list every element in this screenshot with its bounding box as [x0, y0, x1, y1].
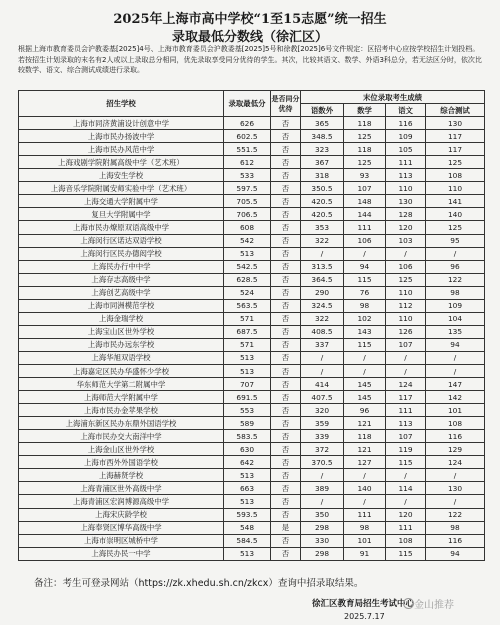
- header-last-admitted-group: 末位录取考生成绩: [301, 91, 485, 104]
- score-cme: 414: [301, 378, 344, 391]
- score-cme: 420.5: [301, 195, 344, 208]
- score-cme: 365: [301, 117, 344, 130]
- score-comprehensive: 98: [426, 286, 485, 299]
- score-math: 115: [344, 273, 386, 286]
- table-row: [19, 325, 485, 338]
- min-score: 583.5: [224, 430, 271, 443]
- score-math: 143: [344, 325, 386, 338]
- priority-flag: 否: [271, 364, 301, 377]
- priority-flag: 否: [271, 378, 301, 391]
- school-name: 上海宋庆龄学校: [19, 508, 224, 521]
- min-score: 513: [224, 364, 271, 377]
- min-score: 513: [224, 547, 271, 560]
- table-row: [19, 482, 485, 495]
- min-score: 553: [224, 404, 271, 417]
- score-math: 102: [344, 312, 386, 325]
- header-math: 数学: [344, 104, 386, 117]
- notice-paragraph: 根据上海市教育委员会沪教委基[2025]4号、上海市教育委员会沪教委基[2025]5号和徐教[2025]6号文件规定：区招考中心应按学校招生计划投档。若按招生计划录取的末名有2人或以上录取总分相同，优先录取享受同分优待的学生。其次，比较其语文、数学、外语3科总分，若无法区分时，依次比较数学、语文、综合测试成绩进行录取。: [18, 45, 482, 75]
- min-score: 589: [224, 417, 271, 430]
- priority-flag: 否: [271, 482, 301, 495]
- school-name: 上海青浦区世外高级中学: [19, 482, 224, 495]
- score-math: 127: [344, 456, 386, 469]
- priority-flag: 否: [271, 417, 301, 430]
- score-math: 121: [344, 443, 386, 456]
- min-score: 542: [224, 234, 271, 247]
- score-cme: 337: [301, 338, 344, 351]
- min-score: 571: [224, 312, 271, 325]
- score-comprehensive: 129: [426, 443, 485, 456]
- school-name: 上海市民办燎原双语高级中学: [19, 221, 224, 234]
- issuer-name: 徐汇区教育局招生考试中心: [312, 599, 415, 609]
- score-comprehensive: /: [426, 351, 485, 364]
- priority-flag: 否: [271, 547, 301, 560]
- school-name: 上海青浦区宏润博源高级中学: [19, 495, 224, 508]
- score-comprehensive: 130: [426, 482, 485, 495]
- priority-flag: 否: [271, 391, 301, 404]
- school-name: 华东师范大学第二附属中学: [19, 378, 224, 391]
- admission-table: [18, 90, 485, 561]
- table-row: [19, 404, 485, 417]
- priority-flag: 否: [271, 299, 301, 312]
- min-score: 542.5: [224, 260, 271, 273]
- table-row: [19, 338, 485, 351]
- school-name: 上海戏剧学院附属高级中学（艺术班）: [19, 156, 224, 169]
- score-math: 111: [344, 221, 386, 234]
- school-name: 上海市民办风范中学: [19, 143, 224, 156]
- table-row: [19, 508, 485, 521]
- score-chinese: 115: [386, 456, 426, 469]
- min-score: 691.5: [224, 391, 271, 404]
- score-cme: 320: [301, 404, 344, 417]
- school-name: 上海奉贤区博华高级中学: [19, 521, 224, 534]
- table-row: [19, 364, 485, 377]
- table-row: [19, 443, 485, 456]
- score-comprehensive: 124: [426, 456, 485, 469]
- school-name: 上海市民办金苹果学校: [19, 404, 224, 417]
- score-comprehensive: 142: [426, 391, 485, 404]
- score-cme: /: [301, 364, 344, 377]
- priority-flag: 否: [271, 456, 301, 469]
- min-score: 602.5: [224, 130, 271, 143]
- table-row: [19, 391, 485, 404]
- score-math: /: [344, 364, 386, 377]
- table-row: [19, 234, 485, 247]
- score-comprehensive: 109: [426, 299, 485, 312]
- score-math: /: [344, 247, 386, 260]
- score-comprehensive: /: [426, 495, 485, 508]
- watermark-logo-icon: [403, 598, 414, 609]
- score-math: 118: [344, 430, 386, 443]
- score-chinese: 110: [386, 182, 426, 195]
- priority-flag: 否: [271, 221, 301, 234]
- issue-date: 2025.7.17: [344, 612, 385, 621]
- min-score: 626: [224, 117, 271, 130]
- table-row: [19, 195, 485, 208]
- score-math: 140: [344, 482, 386, 495]
- score-math: /: [344, 495, 386, 508]
- score-comprehensive: 141: [426, 195, 485, 208]
- score-cme: 367: [301, 156, 344, 169]
- score-chinese: /: [386, 351, 426, 364]
- score-math: 93: [344, 169, 386, 182]
- priority-flag: 是: [271, 521, 301, 534]
- score-cme: 359: [301, 417, 344, 430]
- min-score: 687.5: [224, 325, 271, 338]
- min-score: 524: [224, 286, 271, 299]
- min-score: 513: [224, 469, 271, 482]
- score-chinese: 111: [386, 521, 426, 534]
- table-row: [19, 169, 485, 182]
- score-math: 101: [344, 534, 386, 547]
- priority-flag: 否: [271, 130, 301, 143]
- score-comprehensive: /: [426, 469, 485, 482]
- school-name: 上海嘉定区民办华盛怀少学校: [19, 364, 224, 377]
- score-math: 91: [344, 547, 386, 560]
- header-school: 招生学校: [19, 91, 224, 117]
- table-row: [19, 221, 485, 234]
- score-chinese: /: [386, 469, 426, 482]
- score-chinese: 105: [386, 143, 426, 156]
- page-subtitle: 录取最低分数线（徐汇区）: [171, 30, 328, 45]
- score-chinese: /: [386, 495, 426, 508]
- table-row: [19, 247, 485, 260]
- priority-flag: 否: [271, 169, 301, 182]
- priority-flag: 否: [271, 182, 301, 195]
- school-name: 上海民办行中中学: [19, 260, 224, 273]
- min-score: 707: [224, 378, 271, 391]
- min-score: 593.5: [224, 508, 271, 521]
- priority-flag: 否: [271, 469, 301, 482]
- score-cme: 290: [301, 286, 344, 299]
- min-score: 705.5: [224, 195, 271, 208]
- score-cme: /: [301, 469, 344, 482]
- score-comprehensive: 135: [426, 325, 485, 338]
- score-chinese: 112: [386, 299, 426, 312]
- header-priority: 是否同分优待: [271, 91, 301, 117]
- priority-flag: 否: [271, 195, 301, 208]
- priority-flag: 否: [271, 208, 301, 221]
- score-math: 118: [344, 143, 386, 156]
- score-chinese: 108: [386, 534, 426, 547]
- priority-flag: 否: [271, 338, 301, 351]
- score-cme: 348.5: [301, 130, 344, 143]
- min-score: 597.5: [224, 182, 271, 195]
- score-comprehensive: /: [426, 247, 485, 260]
- score-chinese: 117: [386, 391, 426, 404]
- score-math: /: [344, 351, 386, 364]
- score-comprehensive: 101: [426, 404, 485, 417]
- score-math: 111: [344, 508, 386, 521]
- school-name: 上海交通大学附属中学: [19, 195, 224, 208]
- table-row: [19, 378, 485, 391]
- remark-note: 备注：考生可登录网站（https://zk.xhedu.sh.cn/zkcx）查询中招录取结果。: [34, 578, 364, 589]
- score-comprehensive: 95: [426, 234, 485, 247]
- score-math: 144: [344, 208, 386, 221]
- priority-flag: 否: [271, 156, 301, 169]
- score-chinese: 114: [386, 482, 426, 495]
- score-cme: /: [301, 495, 344, 508]
- priority-flag: 否: [271, 495, 301, 508]
- score-chinese: /: [386, 247, 426, 260]
- score-cme: 364.5: [301, 273, 344, 286]
- header-chinese-math-english: 语数外: [301, 104, 344, 117]
- score-chinese: 113: [386, 169, 426, 182]
- school-name: 上海市同济黄浦设计创意中学: [19, 117, 224, 130]
- score-math: 76: [344, 286, 386, 299]
- header-chinese: 语文: [386, 104, 426, 117]
- table-row: [19, 260, 485, 273]
- score-comprehensive: 130: [426, 117, 485, 130]
- priority-flag: 否: [271, 234, 301, 247]
- score-math: 94: [344, 260, 386, 273]
- school-name: 上海市西外外国语学校: [19, 456, 224, 469]
- score-comprehensive: 122: [426, 508, 485, 521]
- score-comprehensive: 116: [426, 430, 485, 443]
- score-comprehensive: 117: [426, 143, 485, 156]
- header-comprehensive: 综合测试: [426, 104, 485, 117]
- score-math: 106: [344, 234, 386, 247]
- score-chinese: 115: [386, 547, 426, 560]
- score-cme: 350: [301, 508, 344, 521]
- table-body: [19, 117, 485, 561]
- min-score: 706.5: [224, 208, 271, 221]
- score-comprehensive: 125: [426, 221, 485, 234]
- score-chinese: 128: [386, 208, 426, 221]
- school-name: 上海闵行区诺达双语学校: [19, 234, 224, 247]
- school-name: 上海浦东新区民办东鼎外国语学校: [19, 417, 224, 430]
- score-math: 125: [344, 156, 386, 169]
- score-chinese: 111: [386, 156, 426, 169]
- score-math: 107: [344, 182, 386, 195]
- score-cme: 323: [301, 143, 344, 156]
- score-cme: 318: [301, 169, 344, 182]
- score-comprehensive: 96: [426, 260, 485, 273]
- score-cme: /: [301, 351, 344, 364]
- score-math: 145: [344, 391, 386, 404]
- school-name: 上海创艺高级中学: [19, 286, 224, 299]
- score-cme: 408.5: [301, 325, 344, 338]
- table-row: [19, 547, 485, 560]
- table-row: [19, 299, 485, 312]
- score-cme: 420.5: [301, 208, 344, 221]
- score-math: 118: [344, 117, 386, 130]
- score-chinese: 113: [386, 417, 426, 430]
- score-chinese: 107: [386, 338, 426, 351]
- min-score: 548: [224, 521, 271, 534]
- score-comprehensive: 108: [426, 417, 485, 430]
- min-score: 612: [224, 156, 271, 169]
- min-score: 571: [224, 338, 271, 351]
- school-name: 上海市民办交大南洋中学: [19, 430, 224, 443]
- score-chinese: 110: [386, 312, 426, 325]
- priority-flag: 否: [271, 443, 301, 456]
- score-math: 125: [344, 130, 386, 143]
- score-cme: 298: [301, 547, 344, 560]
- school-name: 上海市同洲模范学校: [19, 299, 224, 312]
- table-row: [19, 469, 485, 482]
- school-name: 上海民办民一中学: [19, 547, 224, 560]
- school-name: 复旦大学附属中学: [19, 208, 224, 221]
- school-name: 上海市崇明区城桥中学: [19, 534, 224, 547]
- min-score: 563.5: [224, 299, 271, 312]
- page-title: 2025年上海市高中学校“1至15志愿”统一招生: [113, 12, 387, 27]
- score-cme: 389: [301, 482, 344, 495]
- score-comprehensive: 117: [426, 130, 485, 143]
- score-cme: 324.5: [301, 299, 344, 312]
- score-cme: 339: [301, 430, 344, 443]
- table-row: [19, 351, 485, 364]
- table-row: [19, 286, 485, 299]
- min-score: 513: [224, 247, 271, 260]
- score-chinese: 126: [386, 325, 426, 338]
- table-row: [19, 521, 485, 534]
- score-comprehensive: 94: [426, 547, 485, 560]
- score-math: /: [344, 469, 386, 482]
- score-cme: /: [301, 247, 344, 260]
- score-chinese: 107: [386, 430, 426, 443]
- min-score: 551.5: [224, 143, 271, 156]
- score-comprehensive: 104: [426, 312, 485, 325]
- priority-flag: 否: [271, 247, 301, 260]
- school-name: 上海市民办扬波中学: [19, 130, 224, 143]
- score-math: 115: [344, 338, 386, 351]
- min-score: 584.5: [224, 534, 271, 547]
- score-cme: 322: [301, 234, 344, 247]
- min-score: 663: [224, 482, 271, 495]
- score-comprehensive: 98: [426, 521, 485, 534]
- priority-flag: 否: [271, 325, 301, 338]
- min-score: 628.5: [224, 273, 271, 286]
- table-row: [19, 456, 485, 469]
- score-comprehensive: /: [426, 364, 485, 377]
- table-row: [19, 208, 485, 221]
- min-score: 533: [224, 169, 271, 182]
- score-chinese: 125: [386, 273, 426, 286]
- school-name: 上海华旭双语学校: [19, 351, 224, 364]
- score-chinese: 110: [386, 286, 426, 299]
- score-chinese: 111: [386, 404, 426, 417]
- priority-flag: 否: [271, 351, 301, 364]
- min-score: 513: [224, 351, 271, 364]
- school-name: 上海市民办远东学校: [19, 338, 224, 351]
- table-row: [19, 182, 485, 195]
- school-name: 上海赫贤学校: [19, 469, 224, 482]
- score-math: 148: [344, 195, 386, 208]
- score-comprehensive: 110: [426, 182, 485, 195]
- header-min-score: 录取最低分: [224, 91, 271, 117]
- table-row: [19, 117, 485, 130]
- score-math: 96: [344, 404, 386, 417]
- score-cme: 322: [301, 312, 344, 325]
- table-row: [19, 143, 485, 156]
- priority-flag: 否: [271, 508, 301, 521]
- table-row: [19, 312, 485, 325]
- table-row: [19, 430, 485, 443]
- school-name: 上海存志高级中学: [19, 273, 224, 286]
- min-score: 642: [224, 456, 271, 469]
- priority-flag: 否: [271, 404, 301, 417]
- score-comprehensive: 140: [426, 208, 485, 221]
- score-cme: 330: [301, 534, 344, 547]
- score-comprehensive: 116: [426, 534, 485, 547]
- score-chinese: 120: [386, 508, 426, 521]
- score-cme: 350.5: [301, 182, 344, 195]
- score-chinese: 119: [386, 443, 426, 456]
- priority-flag: 否: [271, 273, 301, 286]
- school-name: 上海安生学校: [19, 169, 224, 182]
- score-math: 145: [344, 378, 386, 391]
- priority-flag: 否: [271, 260, 301, 273]
- table-row: [19, 273, 485, 286]
- score-chinese: 103: [386, 234, 426, 247]
- score-cme: 370.5: [301, 456, 344, 469]
- score-cme: 353: [301, 221, 344, 234]
- min-score: 608: [224, 221, 271, 234]
- score-comprehensive: 125: [426, 156, 485, 169]
- table-row: [19, 156, 485, 169]
- priority-flag: 否: [271, 534, 301, 547]
- score-chinese: /: [386, 364, 426, 377]
- watermark-text: 金山推荐: [414, 600, 454, 611]
- table-row: [19, 130, 485, 143]
- score-chinese: 109: [386, 130, 426, 143]
- score-cme: 407.5: [301, 391, 344, 404]
- score-comprehensive: 94: [426, 338, 485, 351]
- score-chinese: 120: [386, 221, 426, 234]
- table-row: [19, 495, 485, 508]
- school-name: 上海金山区世外学校: [19, 443, 224, 456]
- school-name: 上海宝山区世外学校: [19, 325, 224, 338]
- score-chinese: 116: [386, 117, 426, 130]
- score-comprehensive: 147: [426, 378, 485, 391]
- school-name: 上海金瑞学校: [19, 312, 224, 325]
- min-score: 630: [224, 443, 271, 456]
- priority-flag: 否: [271, 143, 301, 156]
- priority-flag: 否: [271, 312, 301, 325]
- school-name: 上海音乐学院附属安师实验中学（艺术班）: [19, 182, 224, 195]
- score-cme: 372: [301, 443, 344, 456]
- score-math: 98: [344, 299, 386, 312]
- score-cme: 298: [301, 521, 344, 534]
- score-comprehensive: 108: [426, 169, 485, 182]
- school-name: 上海师范大学附属中学: [19, 391, 224, 404]
- priority-flag: 否: [271, 117, 301, 130]
- score-math: 98: [344, 521, 386, 534]
- score-comprehensive: 122: [426, 273, 485, 286]
- school-name: 上海闵行区民办德闳学校: [19, 247, 224, 260]
- score-chinese: 106: [386, 260, 426, 273]
- score-chinese: 130: [386, 195, 426, 208]
- score-chinese: 124: [386, 378, 426, 391]
- priority-flag: 否: [271, 430, 301, 443]
- score-cme: 313.5: [301, 260, 344, 273]
- table-row: [19, 534, 485, 547]
- priority-flag: 否: [271, 286, 301, 299]
- score-math: 121: [344, 417, 386, 430]
- min-score: 513: [224, 495, 271, 508]
- table-row: [19, 417, 485, 430]
